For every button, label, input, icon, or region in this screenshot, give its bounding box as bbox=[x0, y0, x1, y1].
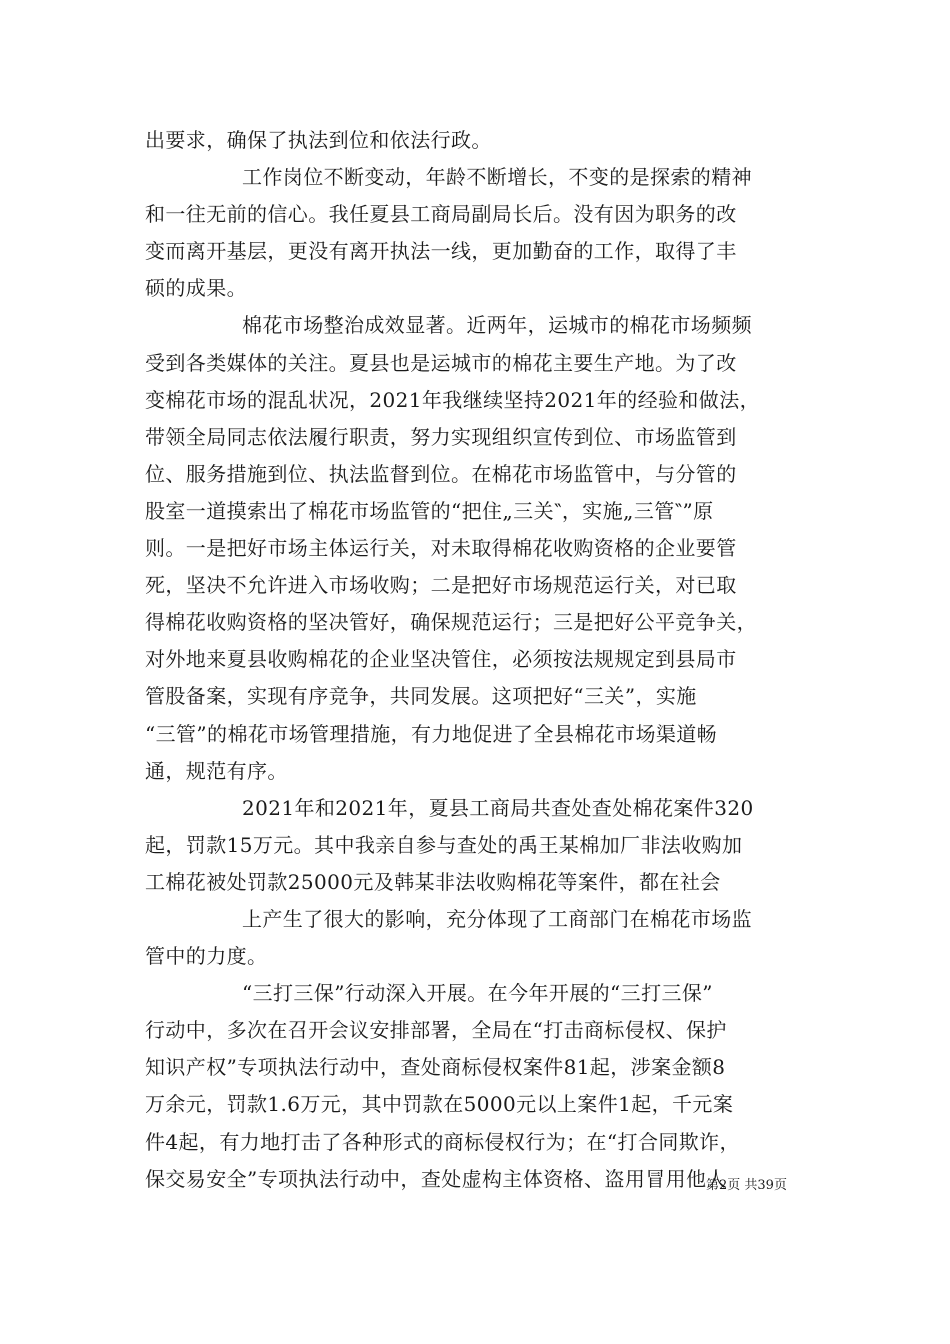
page-number-footer: 第2页 共39页 bbox=[706, 1178, 787, 1193]
text-line: 件4起，有力地打击了各种形式的商标侵权行为；在“打合同欺诈， bbox=[145, 1129, 740, 1154]
text-line: 行动中，多次在召开会议安排部署，全局在“打击商标侵权、保护 bbox=[145, 1018, 727, 1043]
text-line: 变棉花市场的混乱状况，2021年我继续坚持2021年的经验和做法， bbox=[145, 387, 760, 412]
text-line: 受到各类媒体的关注。夏县也是运城市的棉花主要生产地。为了改 bbox=[145, 350, 737, 375]
text-line: 上产生了很大的影响，充分体现了工商部门在棉花市场监 bbox=[242, 906, 752, 931]
text-line: “三管”的棉花市场管理措施，有力地促进了全县棉花市场渠道畅 bbox=[145, 721, 718, 746]
text-line: 工棉花被处罚款25000元及韩某非法收购棉花等案件，都在社会 bbox=[145, 869, 721, 894]
text-line: 死，坚决不允许进入市场收购；二是把好市场规范运行关，对已取 bbox=[145, 573, 737, 598]
text-line: 工作岗位不断变动，年龄不断增长，不变的是探索的精神 bbox=[242, 165, 752, 190]
text-line: 股室一道摸索出了棉花市场监管的“把住„三关‶，实施„三管‶”原 bbox=[145, 498, 714, 523]
text-line: 得棉花收购资格的坚决管好，确保规范运行；三是把好公平竞争关， bbox=[145, 610, 757, 635]
text-line: 出要求，确保了执法到位和依法行政。 bbox=[145, 128, 492, 152]
text-line: “三打三保”行动深入开展。在今年开展的“三打三保” bbox=[242, 981, 713, 1006]
text-line: 管股备案，实现有序竞争，共同发展。这项把好“三关”，实施 bbox=[145, 684, 697, 709]
text-line: 位、服务措施到位、执法监督到位。在棉花市场监管中，与分管的 bbox=[145, 461, 737, 486]
text-line: 通，规范有序。 bbox=[145, 758, 288, 783]
text-line: 和一往无前的信心。我任夏县工商局副局长后。没有因为职务的改 bbox=[145, 202, 737, 227]
text-line: 万余元，罚款1.6万元，其中罚款在5000元以上案件1起，千元案 bbox=[145, 1092, 734, 1117]
text-line: 保交易安全”专项执法行动中，查处虚构主体资格、盗用冒用他人 bbox=[145, 1166, 727, 1191]
text-line: 起，罚款15万元。其中我亲自参与查处的禹王某棉加厂非法收购加 bbox=[145, 832, 743, 857]
text-line: 对外地来夏县收购棉花的企业坚决管住，必须按法规规定到县局市 bbox=[145, 647, 737, 672]
text-line: 硕的成果。 bbox=[145, 276, 247, 301]
text-line: 知识产权”专项执法行动中，查处商标侵权案件81起，涉案金额8 bbox=[145, 1055, 726, 1080]
text-line: 棉花市场整治成效显著。近两年，运城市的棉花市场频频 bbox=[242, 313, 752, 338]
text-line: 变而离开基层，更没有离开执法一线，更加勤奋的工作，取得了丰 bbox=[145, 239, 737, 264]
body-text bbox=[145, 122, 835, 1198]
text-line: 2021年和2021年，夏县工商局共查处查处棉花案件320 bbox=[242, 795, 754, 820]
text-line: 带领全局同志依法履行职责，努力实现组织宣传到位、市场监管到 bbox=[145, 424, 737, 449]
text-line: 则。一是把好市场主体运行关，对未取得棉花收购资格的企业要管 bbox=[145, 536, 737, 561]
text-line: 管中的力度。 bbox=[145, 944, 268, 969]
